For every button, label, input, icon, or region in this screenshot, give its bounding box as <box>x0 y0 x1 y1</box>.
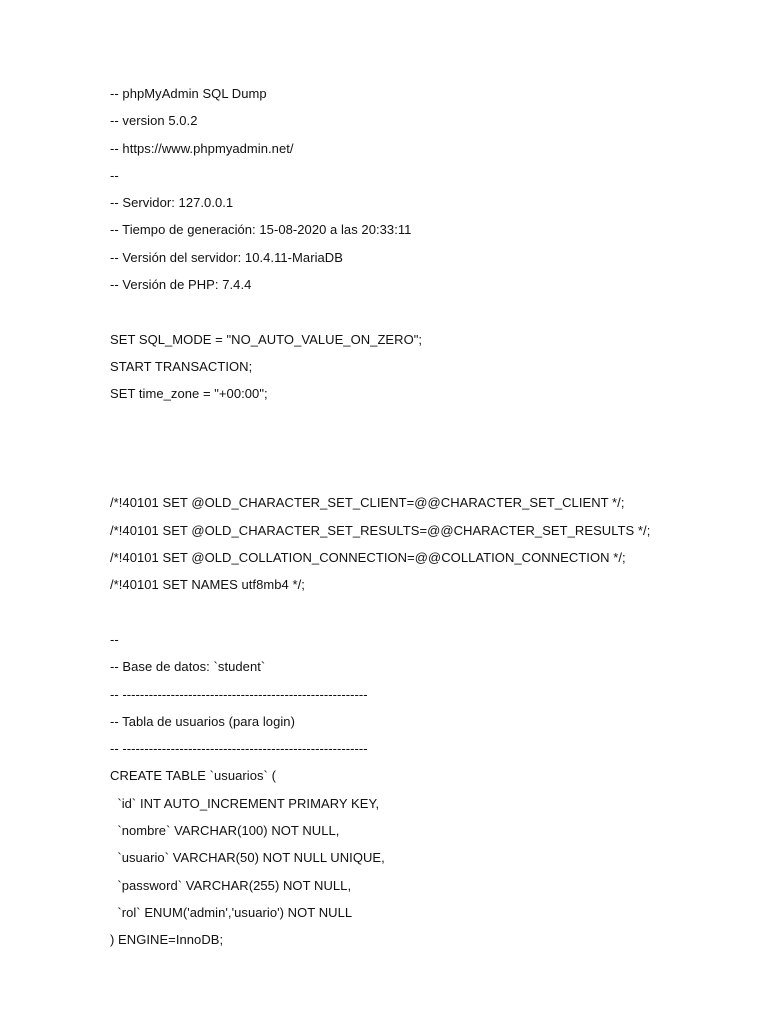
document-line: `usuario` VARCHAR(50) NOT NULL UNIQUE, <box>110 850 385 866</box>
document-line <box>110 466 730 493</box>
document-line: -- https://www.phpmyadmin.net/ <box>110 140 294 156</box>
document-line: /*!40101 SET @OLD_COLLATION_CONNECTION=@@COLLATION_CONNECTION */; <box>110 550 626 566</box>
document-line: -- Tiempo de generación: 15-08-2020 a las 20:33:11 <box>110 222 412 238</box>
document-line <box>110 439 730 466</box>
document-line <box>110 412 730 439</box>
document-line: -- Versión del servidor: 10.4.11-MariaDB <box>110 249 343 265</box>
document-line: -- Tabla de usuarios (para login) <box>110 713 295 729</box>
document-line: -- <box>110 631 119 647</box>
document-line: `id` INT AUTO_INCREMENT PRIMARY KEY, <box>110 795 380 811</box>
document-line: -- Versión de PHP: 7.4.4 <box>110 277 252 293</box>
document-line <box>110 302 730 329</box>
document-line: `password` VARCHAR(255) NOT NULL, <box>110 877 352 893</box>
document-line: -- -------------------------------------------------------- <box>110 741 368 757</box>
document-line: -- -------------------------------------------------------- <box>110 686 368 702</box>
document-line: SET SQL_MODE = "NO_AUTO_VALUE_ON_ZERO"; <box>110 331 423 347</box>
document-line: /*!40101 SET NAMES utf8mb4 */; <box>110 577 305 593</box>
document-line: -- Base de datos: `student` <box>110 659 266 675</box>
document-line: `nombre` VARCHAR(100) NOT NULL, <box>110 823 340 839</box>
document-line: CREATE TABLE `usuarios` ( <box>110 768 276 784</box>
document-line: ) ENGINE=InnoDB; <box>110 932 224 948</box>
document-line: -- version 5.0.2 <box>110 113 198 129</box>
document-line: `rol` ENUM('admin','usuario') NOT NULL <box>110 904 353 920</box>
document-line: /*!40101 SET @OLD_CHARACTER_SET_CLIENT=@@CHARACTER_SET_CLIENT */; <box>110 495 625 511</box>
document-line: -- Servidor: 127.0.0.1 <box>110 195 234 211</box>
sql-dump-text <box>110 84 730 958</box>
document-line: -- <box>110 167 119 183</box>
document-line: /*!40101 SET @OLD_CHARACTER_SET_RESULTS=@@CHARACTER_SET_RESULTS */; <box>110 522 651 538</box>
document-line: START TRANSACTION; <box>110 358 253 374</box>
document-line <box>110 603 730 630</box>
document-line: -- phpMyAdmin SQL Dump <box>110 86 267 101</box>
document-line: SET time_zone = "+00:00"; <box>110 386 268 402</box>
